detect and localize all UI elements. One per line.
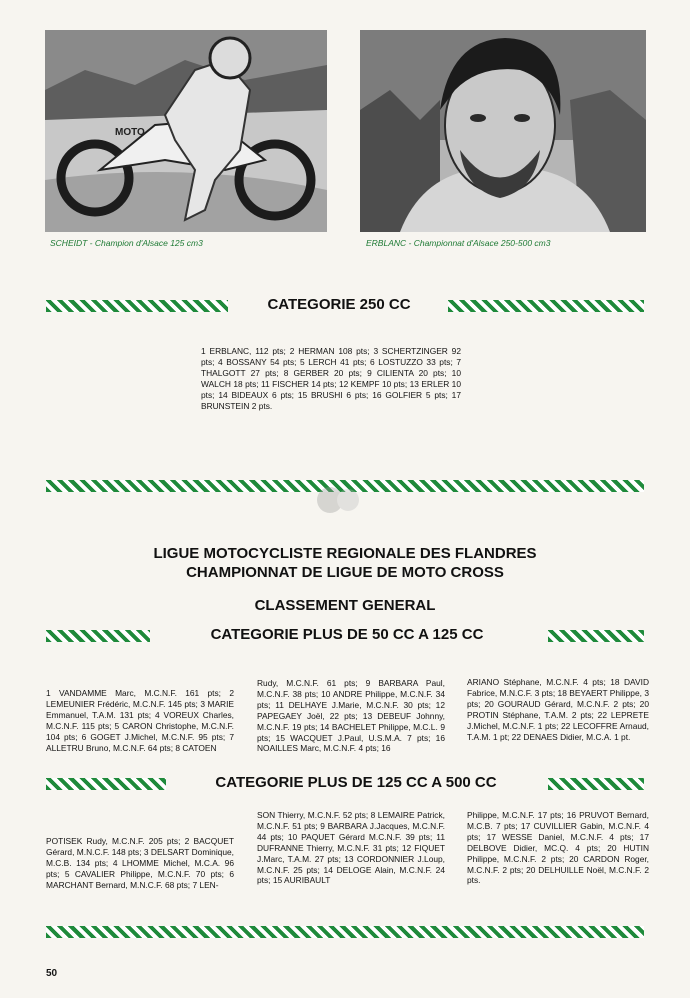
- league-title: LIGUE MOTOCYCLISTE REGIONALE DES FLANDRES: [153, 545, 537, 562]
- stripe-divider: [46, 300, 228, 312]
- stripe-divider: [548, 630, 644, 642]
- cat125-500-title: CATEGORIE PLUS DE 125 CC A 500 CC: [215, 774, 497, 791]
- stripe-divider: [548, 778, 644, 790]
- jp-watermark-logo: [316, 482, 360, 518]
- stripe-divider: [46, 778, 166, 790]
- stripe-divider: [46, 630, 150, 642]
- general-ranking-title: CLASSEMENT GENERAL: [254, 597, 436, 614]
- cat50-125-col1: 1 VANDAMME Marc, M.C.N.F. 161 pts; 2 LEMEUNIER Frédéric, M.C.N.F. 145 pts; 3 MARIE Emmanuel, T.A.M. 131 pts; 4 VOREUX Charles, M.C.N.F. 115 pts; 5 CARON Christophe, M.C.N.F. 104 pts; 6 GOGET J.Michel, M.C.N.F. 95 pts; 7 ALLETRU Bruno, M.C.N.F. 64 pts; 8 CATOEN: [46, 688, 234, 753]
- photo-erblanc-portrait: [360, 30, 646, 232]
- championship-title: CHAMPIONNAT DE LIGUE DE MOTO CROSS: [186, 564, 504, 581]
- stripe-divider: [448, 300, 644, 312]
- cat250-results: 1 ERBLANC, 112 pts; 2 HERMAN 108 pts; 3 SCHERTZINGER 92 pts; 4 BOSSANY 54 pts; 5 LERCH 41 pts; 6 LOSTUZZO 33 pts; 7 THALGOTT 27 pts; 8 GERBER 20 pts; 9 CILIENTA 20 pts; 10 WALCH 18 pts; 11 FISCHER 14 pts; 12 KEMPF 10 pts; 13 ERLER 10 pts; 14 BIDEAUX 6 pts; 15 BRUSHI 6 pts; 16 GOLFIER 5 pts; 17 BRUNSTEIN 2 pts.: [201, 346, 461, 411]
- caption-left: SCHEIDT - Champion d'Alsace 125 cm3: [50, 238, 203, 248]
- cat125-500-col3: Philippe, M.C.N.F. 17 pts; 16 PRUVOT Bernard, M.C.B. 7 pts; 17 CUVILLIER Gabin, M.C.N.F. 4 pts; 17 WESSE Daniel, M.C.N.F. 4 pts; 17 DELBOVE Didier, MC.Q. 4 pts; 20 HUTIN Philippe, M.C.N.F. 2 pts; 20 CARDON Roger, M.C.N.F. 2 pts; 20 DELHUILLE Noël, M.C.N.F. 2 pts.: [467, 810, 649, 886]
- svg-text:MOTO: MOTO: [115, 127, 145, 138]
- caption-right: ERBLANC - Championnat d'Alsace 250-500 cm3: [366, 238, 551, 248]
- cat250-title: CATEGORIE 250 CC: [267, 296, 411, 313]
- cat125-500-col2: SON Thierry, M.C.N.F. 52 pts; 8 LEMAIRE Patrick, M.C.N.F. 51 pts; 9 BARBARA J.Jacques, M.C.N.F. 44 pts; 10 PAQUET Gérard M.C.N.F. 39 pts; 11 DUFRANNE Thierry, M.C.N.F. 31 pts; 12 FIQUET J.Marc, T.A.M. 27 pts; 13 CORDONNIER J.Loup, M.C.N.F. 25 pts; 14 DELOGE Alain, M.C.N.F. 24 pts; 15 AURIBAULT: [257, 810, 445, 886]
- cat50-125-col2: Rudy, M.C.N.F. 61 pts; 9 BARBARA Paul, M.C.N.F. 38 pts; 10 ANDRE Philippe, M.C.N.F. 34 pts; 11 DELHAYE J.Marie, M.C.N.F. 30 pts; 12 PAPEGAEY Joël, 22 pts; 13 DEBEUF Johnny, M.C.N.F. 19 pts; 14 BACHELET Philippe, M.C.L. 9 pts; 15 WACQUET J.Paul, U.S.M.A. 7 pts; 16 NOAILLES Marc, M.C.N.F. 4 pts; 16: [257, 678, 445, 754]
- page-number: 50: [46, 968, 58, 979]
- photo-scheidt-motocross: [45, 30, 327, 232]
- cat50-125-title: CATEGORIE PLUS DE 50 CC A 125 CC: [210, 626, 484, 643]
- cat50-125-col3: ARIANO Stéphane, M.C.N.F. 4 pts; 18 DAVID Fabrice, M.N.C.F. 3 pts; 18 BEYAERT Philippe, 3 pts; 20 GOURAUD Gérard, M.C.N.F. 2 pts; 20 PROTIN Stéphane, T.A.M. 2 pts; 22 LEPRETE J.Michel, M.C.N.F. 1 pts; 22 LECOFFRE Arnaud, T.A.M. 1 pt; 22 DENAES Didier, M.C.A. 1 pt.: [467, 677, 649, 742]
- cat125-500-col1: POTISEK Rudy, M.C.N.F. 205 pts; 2 BACQUET Gérard, M.N.C.F. 148 pts; 3 DELSART Dominique, M.C.B. 134 pts; 4 LHOMME Michel, M.C.A. 96 pts; 5 CAVALIER Philippe, M.C.N.F. 70 pts; 6 MARCHANT Bernard, M.N.C.F. 68 pts; 7 LEN-: [46, 836, 234, 890]
- stripe-divider-full: [46, 926, 644, 938]
